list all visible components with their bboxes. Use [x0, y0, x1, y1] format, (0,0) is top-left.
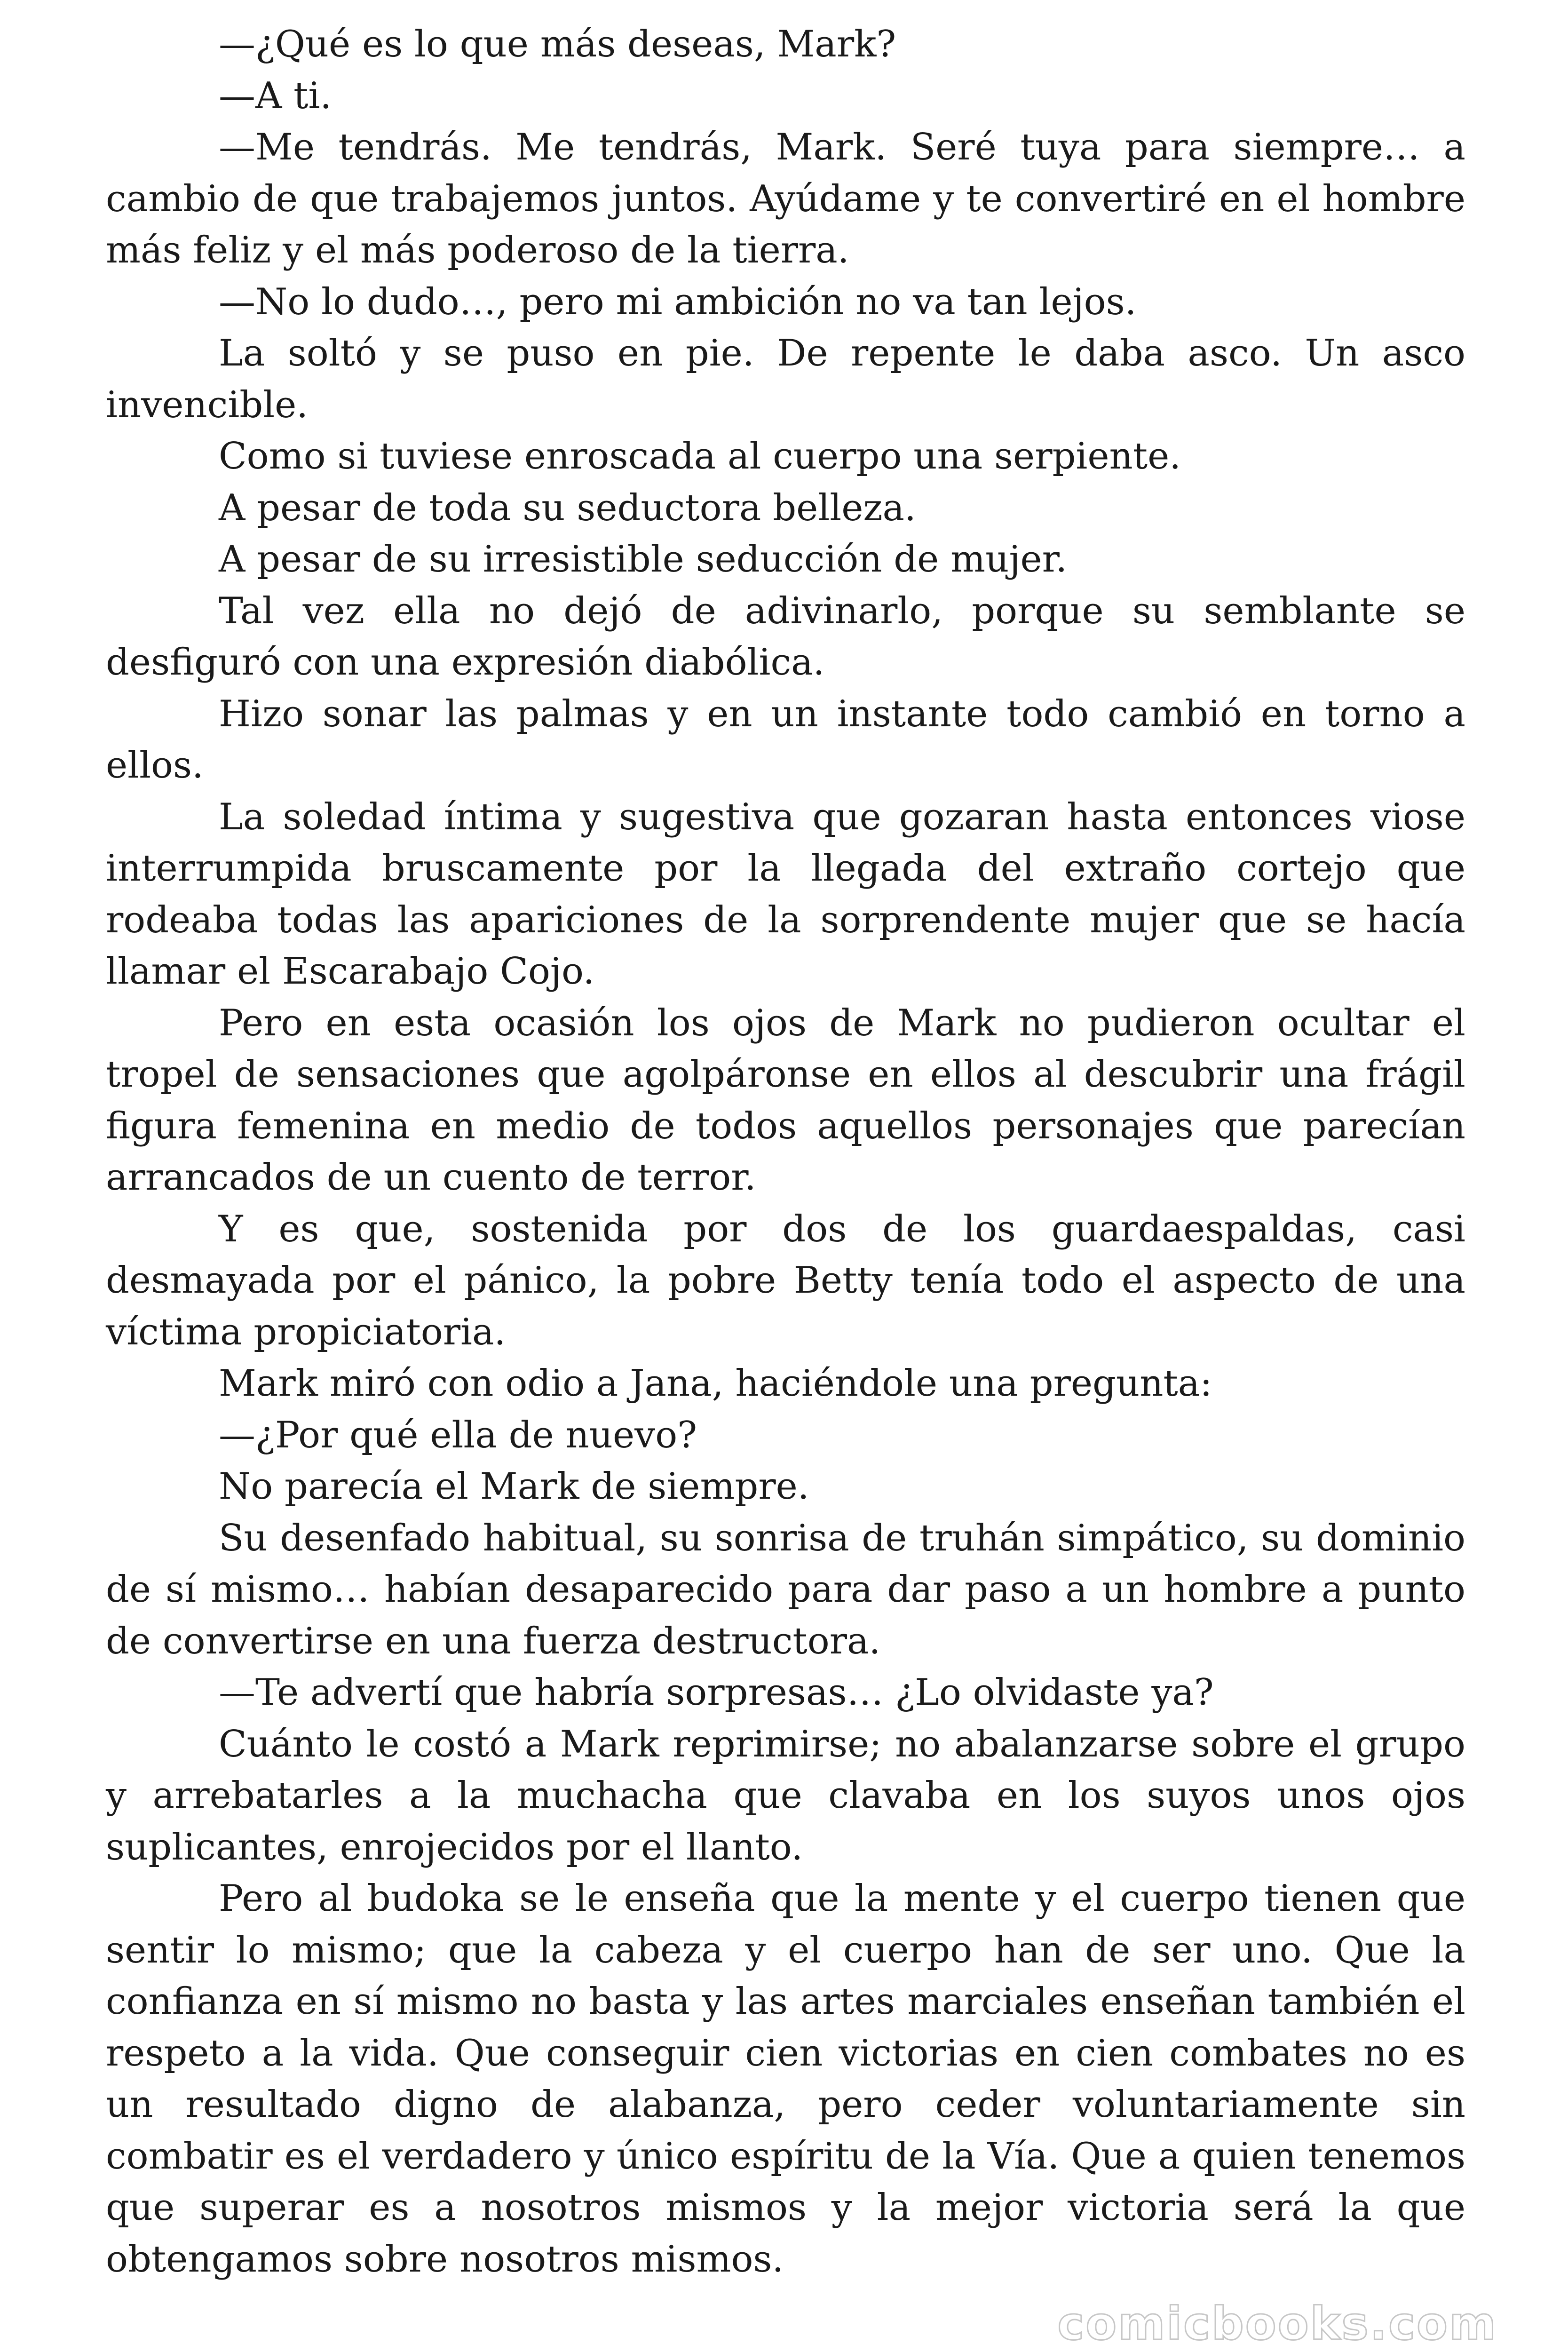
watermark-logo: comicbooks.com — [1057, 2297, 1497, 2350]
paragraph: —¿Por qué ella de nuevo? — [219, 1414, 697, 1456]
paragraph: —No lo dudo…, pero mi ambición no va tan lejos. — [219, 280, 1137, 323]
paragraph: A pesar de su irresistible seducción de mujer. — [219, 538, 1068, 580]
paragraph: La soltó y se puso en pie. De repente le daba asco. Un asco invencible. — [106, 332, 1465, 426]
book-page-text — [106, 19, 1465, 2285]
paragraph: Hizo sonar las palmas y en un instante todo cambió en torno a ellos. — [106, 692, 1465, 787]
paragraph: Mark miró con odio a Jana, haciéndole una pregunta: — [219, 1362, 1212, 1405]
paragraph: —A ti. — [219, 74, 332, 117]
paragraph: Su desenfado habitual, su sonrisa de truhán simpático, su dominio de sí mismo… habían desaparecido para dar paso a un hombre a punto de convertirse en una fuerza destructora. — [106, 1517, 1465, 1662]
paragraph: La soledad íntima y sugestiva que gozaran hasta entonces viose interrumpida bruscamente por la llegada del extraño cortejo que rodeaba todas las apariciones de la sorprendente mujer que se hacía llamar el Escarabajo Cojo. — [106, 795, 1465, 993]
paragraph: Pero en esta ocasión los ojos de Mark no pudieron ocultar el tropel de sensaciones que agolpáronse en ellos al descubrir una frágil figura femenina en medio de todos aquellos personajes que parecían arrancados de un cuento de terror. — [106, 1001, 1465, 1199]
paragraph: —¿Qué es lo que más deseas, Mark? — [219, 23, 896, 65]
paragraph: —Me tendrás. Me tendrás, Mark. Seré tuya para siempre… a cambio de que trabajemos juntos. Ayúdame y te convertiré en el hombre más feliz y el más poderoso de la tierra. — [106, 126, 1465, 271]
paragraph: —Te advertí que habría sorpresas… ¿Lo olvidaste ya? — [219, 1671, 1214, 1714]
paragraph: Pero al budoka se le enseña que la mente y el cuerpo tienen que sentir lo mismo; que la cabeza y el cuerpo han de ser uno. Que la confianza en sí mismo no basta y las artes marciales enseñan también el respeto a la vida. Que conseguir cien victorias en cien combates no es un resultado digno de alabanza, pero ceder voluntariamente sin combatir es el verdadero y único espíritu de la Vía. Que a quien tenemos que superar es a nosotros mismos y la mejor victoria será la que obtengamos sobre nosotros mismos. — [106, 1877, 1465, 2280]
paragraph: Cuánto le costó a Mark reprimirse; no abalanzarse sobre el grupo y arrebatarles a la muchacha que clavaba en los suyos unos ojos suplicantes, enrojecidos por el llanto. — [106, 1723, 1465, 1868]
paragraph: Como si tuviese enroscada al cuerpo una serpiente. — [219, 435, 1181, 477]
paragraph: Y es que, sostenida por dos de los guardaespaldas, casi desmayada por el pánico, la pobre Betty tenía todo el aspecto de una víctima propiciatoria. — [106, 1208, 1465, 1353]
paragraph: Tal vez ella no dejó de adivinarlo, porque su semblante se desfiguró con una expresión diabólica. — [106, 589, 1465, 683]
paragraph: No parecía el Mark de siempre. — [219, 1465, 809, 1508]
paragraph: A pesar de toda su seductora belleza. — [219, 486, 916, 529]
